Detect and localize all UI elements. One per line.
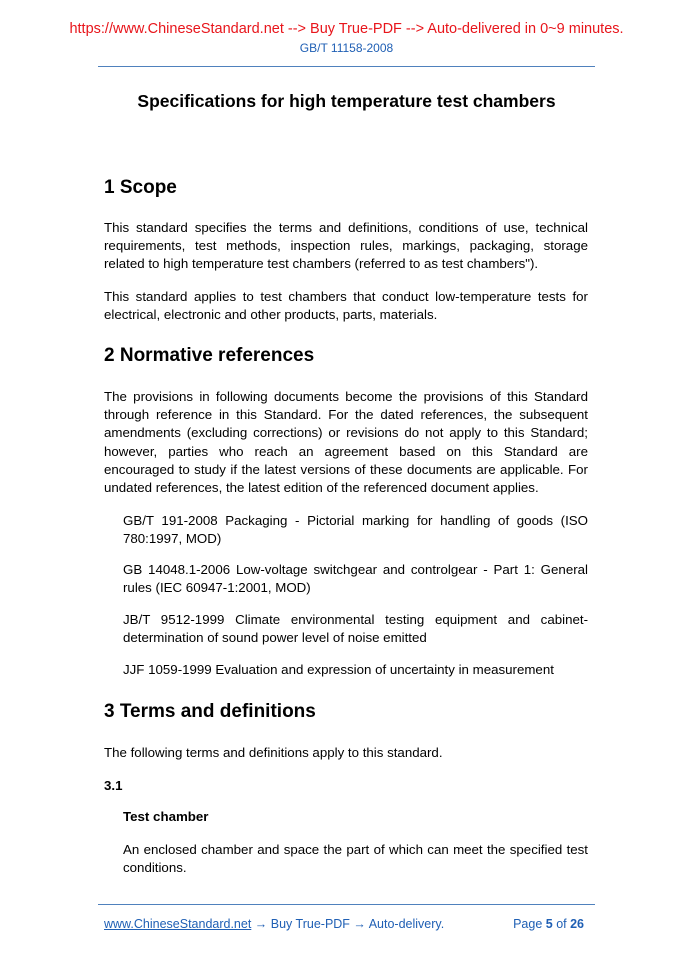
page-number: 5 [545,917,553,931]
scope-paragraph-2: This standard applies to test chambers that conduct low-temperature tests for electrical, electronic and other products, parts, materials. [104,289,588,323]
document-title: Specifications for high temperature test chambers [137,91,556,111]
clause-number: 3.1 [104,778,123,793]
page-label: Page [513,917,546,931]
reference-item: GB/T 191-2008 Packaging - Pictorial marking for handling of goods (ISO 780:1997, MOD) [123,513,588,547]
terms-intro-paragraph: The following terms and definitions apply to this standard. [104,745,443,760]
section-heading-scope: 1 Scope [104,177,177,198]
of-label: of [552,917,571,931]
header-divider [98,66,595,67]
reference-item: GB 14048.1-2006 Low-voltage switchgear and controlgear - Part 1: General rules (IEC 60947-1:2001, MOD) [123,562,588,596]
page-total: 26 [570,917,584,931]
banner-link[interactable]: https://www.ChineseStandard.net --> Buy True-PDF --> Auto-delivered in 0~9 minutes. [69,21,624,37]
reference-item: JB/T 9512-1999 Climate environmental testing equipment and cabinet-determination of sound power level of noise emitted [123,612,588,646]
scope-paragraph-1: This standard specifies the terms and definitions, conditions of use, technical requirements, test methods, inspection rules, markings, packaging, storage related to high temperature test chambers (referred to as test chambers"). [104,220,588,272]
normative-intro-paragraph: The provisions in following documents become the provisions of this Standard through reference in this Standard. For the dated references, the subsequent amendments (excluding corrections) or revisions do not apply to this Standard; however, parties who reach an agreement based on this Standard are encouraged to study if the latest versions of these documents are applicable. For undated references, the latest edition of the referenced document applies. [104,389,588,496]
footer-promo-text: → Buy True-PDF → Auto-delivery. [251,917,445,931]
section-heading-normative-references: 2 Normative references [104,345,315,366]
reference-item: JJF 1059-1999 Evaluation and expression of uncertainty in measurement [123,662,554,677]
section-heading-terms: 3 Terms and definitions [104,701,316,722]
footer-divider [98,904,595,905]
term-definition: An enclosed chamber and space the part of which can meet the specified test conditions. [123,842,588,876]
footer-promo [104,916,444,932]
page-indicator [513,916,584,932]
standard-code: GB/T 11158-2008 [299,41,394,55]
term-title: Test chamber [123,809,209,824]
footer-site-link[interactable]: www.ChineseStandard.net [104,917,252,931]
